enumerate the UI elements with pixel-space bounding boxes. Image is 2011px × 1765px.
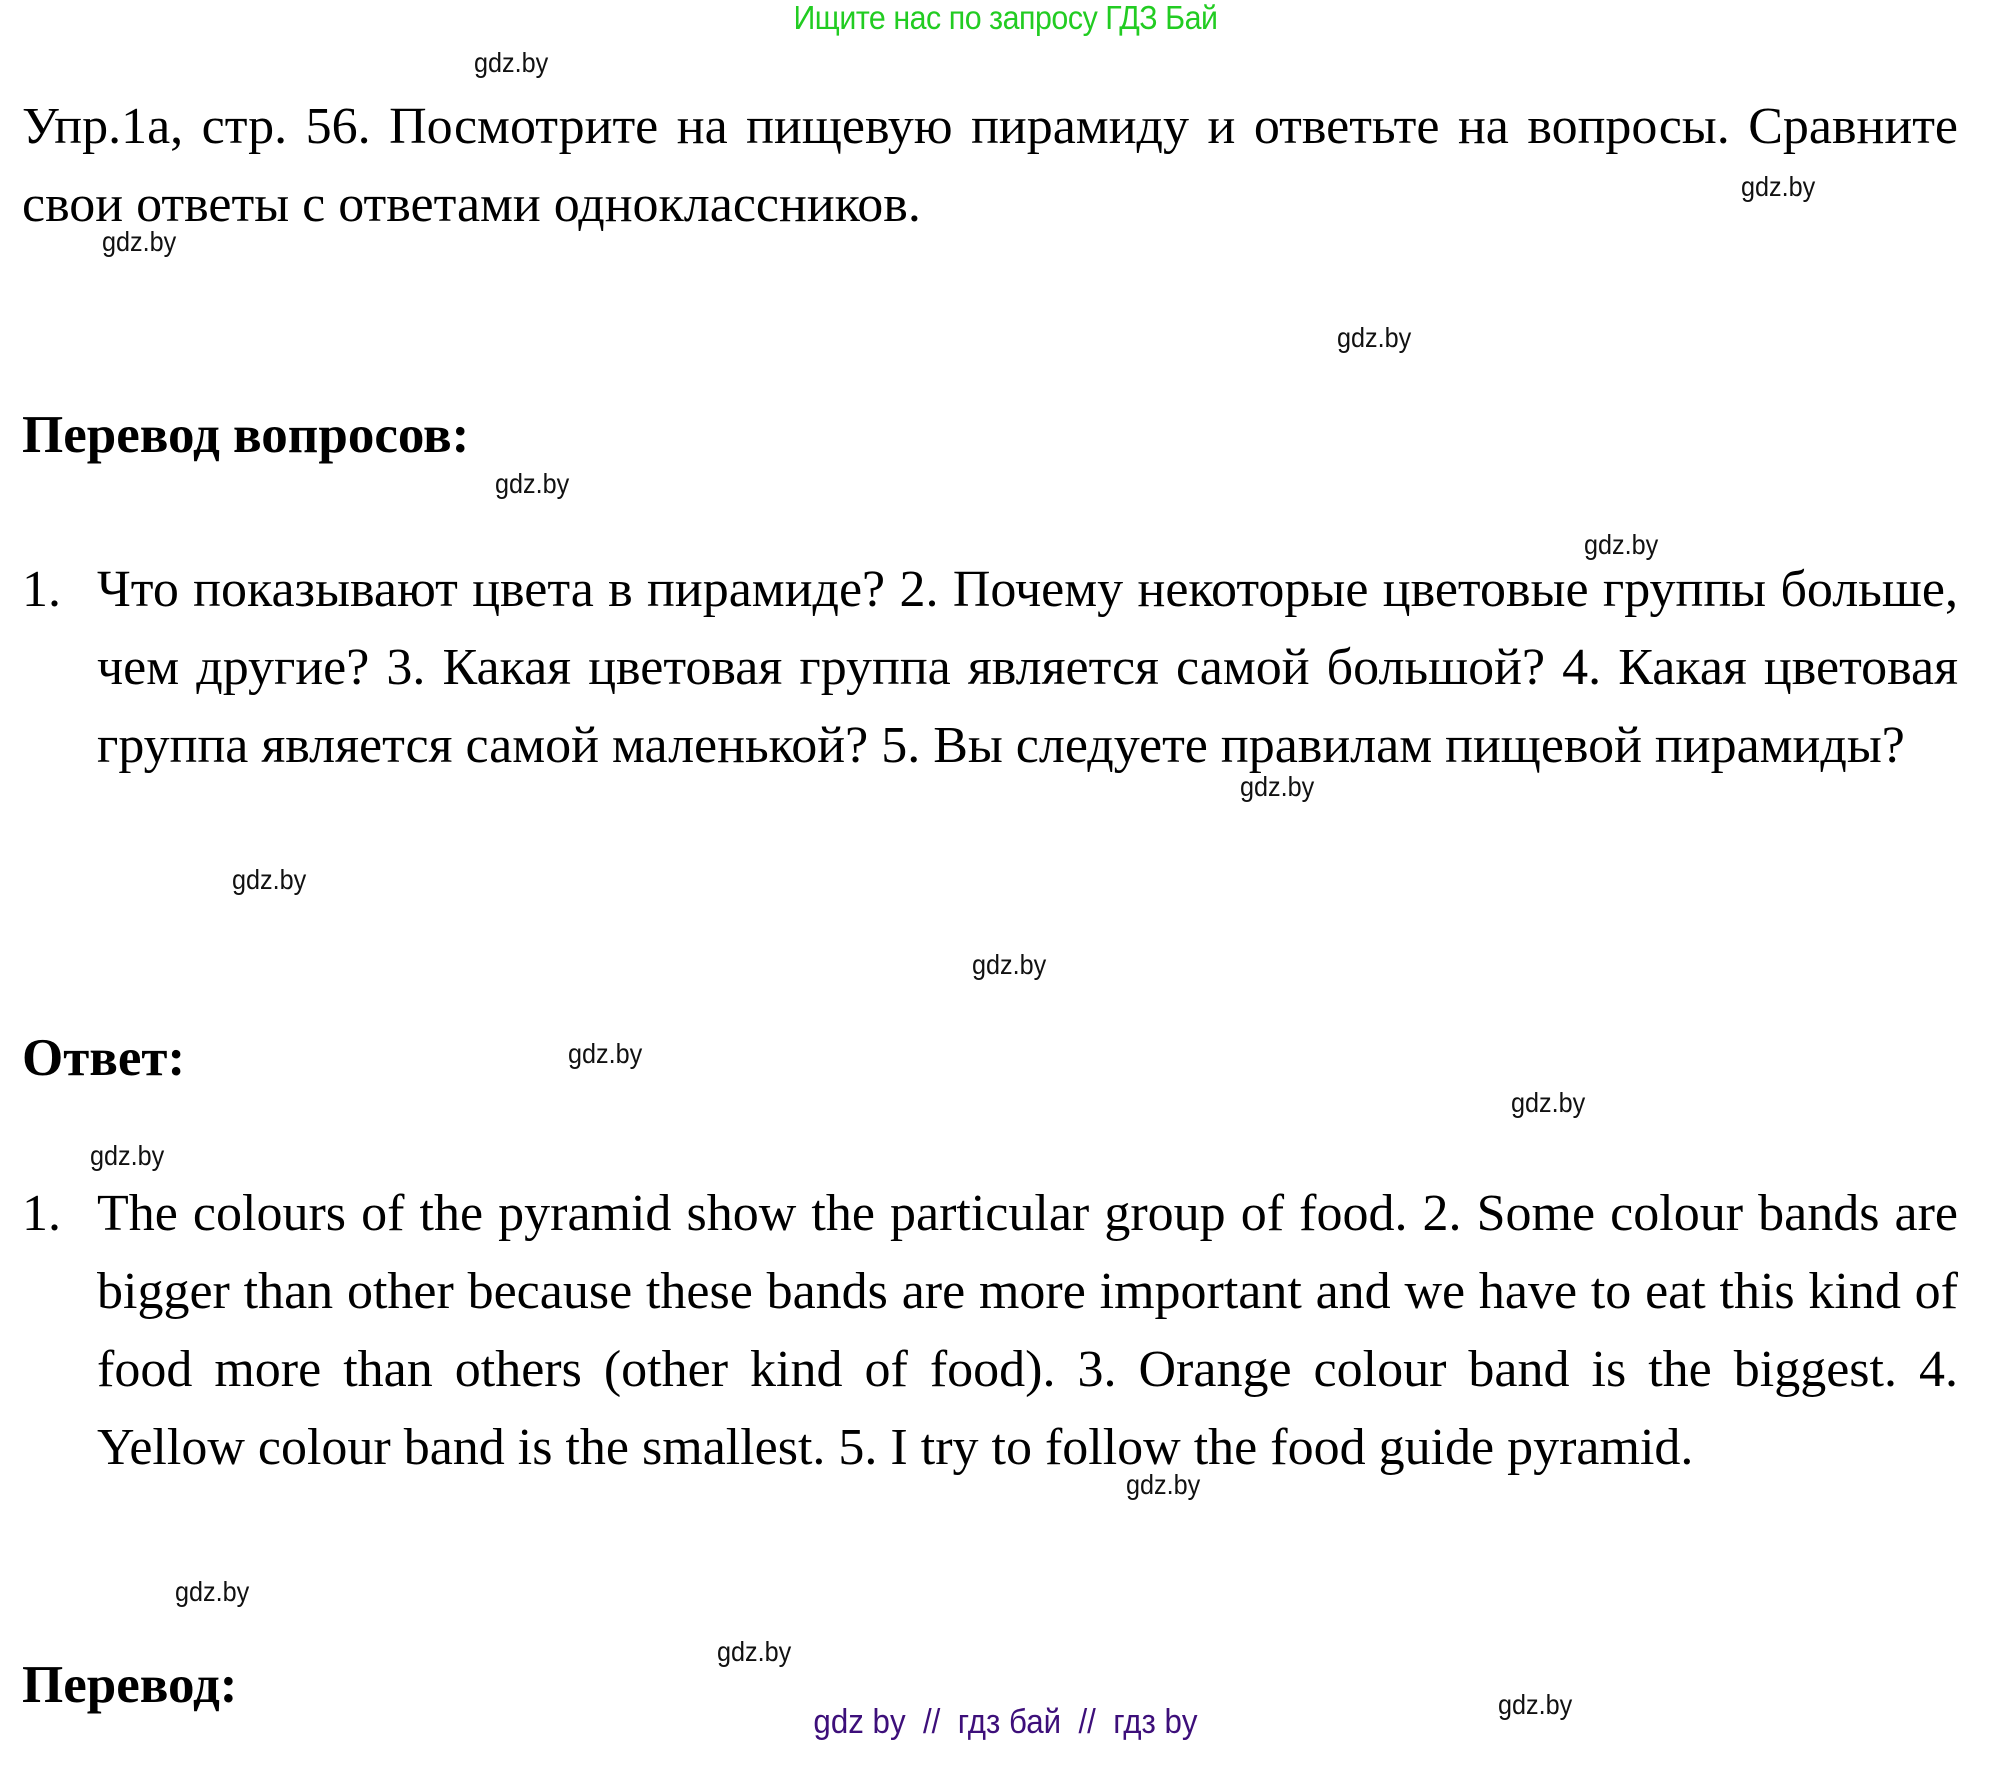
list-number: 1. [22, 1185, 61, 1242]
watermark: gdz.by [1126, 1469, 1201, 1500]
questions-heading: Перевод вопросов: [22, 406, 470, 464]
watermark: gdz.by [1240, 771, 1315, 802]
watermark: gdz.by [175, 1576, 250, 1607]
watermark: gdz.by [1337, 322, 1412, 353]
answer-text: The colours of the pyramid show the particular group of food. 2. Some colour bands are bigger than other because these bands are more important and we have to eat this kind of food more than others (other kind of food). 3. Orange colour band is the biggest. 4. Yellow colour band is the smallest. 5. I try to follow the food guide pyramid. [97, 1185, 1958, 1476]
list-number: 1. [22, 561, 61, 618]
answer-heading: Ответ: [22, 1029, 186, 1087]
watermark: gdz.by [232, 864, 307, 895]
watermark: gdz.by [1741, 171, 1816, 202]
search-banner: Ищите нас по запросу ГДЗ Бай [793, 0, 1218, 36]
watermark: gdz.by [474, 47, 549, 78]
answer-list-item [22, 1175, 1958, 1487]
questions-text: Что показывают цвета в пирамиде? 2. Почему некоторые цветовые группы больше, чем другие? 3. Какая цветовая группа является самой большой? 4. Какая цветовая группа является самой маленькой? 5. Вы следуете правилам пищевой пирамиды? [97, 561, 1958, 774]
watermark: gdz.by [90, 1140, 165, 1171]
watermark: gdz.by [1511, 1087, 1586, 1118]
watermark: gdz.by [102, 226, 177, 257]
watermark: gdz.by [495, 468, 570, 499]
watermark: gdz.by [1498, 1689, 1573, 1720]
watermark: gdz.by [717, 1636, 792, 1667]
translation-heading: Перевод: [22, 1656, 238, 1714]
watermark: gdz.by [972, 949, 1047, 980]
watermark: gdz.by [1584, 529, 1659, 560]
footer-links: gdz by // гдз бай // гдз by [813, 1703, 1198, 1741]
exercise-title: Упр.1а, стр. 56. Посмотрите на пищевую пирамиду и ответьте на вопросы. Сравните свои ответы с ответами одноклассников. [22, 98, 1958, 233]
watermark: gdz.by [568, 1038, 643, 1069]
questions-list-item [22, 551, 1958, 785]
